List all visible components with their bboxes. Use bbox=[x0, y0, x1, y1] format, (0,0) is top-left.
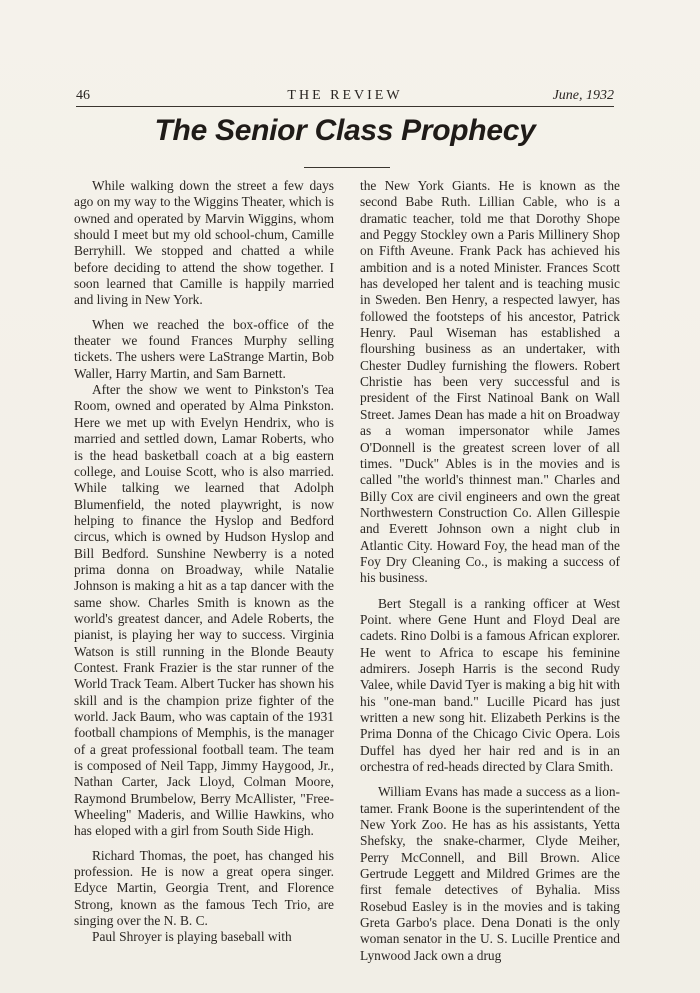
article-title: The Senior Class Prophecy bbox=[154, 114, 536, 147]
paragraph: Bert Stegall is a ranking officer at West Point. where Gene Hunt and Floyd Deal are cadets. Rino Dolbi is a famous African explorer. He went to Africa to escape his feminine admirers. Joseph Harris is the second Rudy Valee, while David Tyer is making a big hit with his "one-man band." Lucille Picard has just written a new song hit. Elizabeth Perkins is the Prima Donna of the Chicago Civic Opera. Lois Duffel has dyed her hair red and is in an orchestra of red-heads directed by Clara Smith. bbox=[360, 595, 620, 775]
publication-title: THE REVIEW bbox=[287, 88, 403, 103]
right-column bbox=[360, 178, 620, 964]
issue-date: June, 1932 bbox=[552, 88, 614, 103]
left-column bbox=[74, 178, 334, 946]
paragraph: Richard Thomas, the poet, has changed his profession. He is now a great opera singer. Edyce Martin, Georgia Trent, and Florence Strong, known as the famous Tech Trio, are singing over the N. B. C. bbox=[74, 847, 334, 929]
page-number: 46 bbox=[76, 88, 90, 103]
paragraph: the New York Giants. He is known as the second Babe Ruth. Lillian Cable, who is a dramatic teacher, told me that Dorothy Shope and Peggy Stockley own a Paris Millinery Shop on Fifth Aveune. Frank Pack has achieved his ambition and is a noted Minister. Frances Scott has developed her talent and is teaching music in Sweden. Ben Henry, a respected lawyer, has followed the footsteps of his ancestor, Patrick Henry. Paul Wiseman has established a flourshing business as an undertaker, with Chester Dudley furnishing the flowers. Robert Christie has been very successful and is president of the First Natinoal Bank on Wall Street. James Dean has made a hit on Broadway as a woman impersonator while James O'Donnell is the greatest screen lover of all times. "Duck" Ables is in the movies and is called "the world's thinnest man." Charles and Billy Cox are civil engineers and own the great Northwestern Construction Co. Allen Gillespie and Everett Johnson own a night club in Atlantic City. Howard Foy, the head man of the Foy Dry Cleaning Co., is making a success of his business. bbox=[360, 178, 620, 586]
title-rule bbox=[304, 167, 390, 168]
paragraph: Paul Shroyer is playing baseball with bbox=[92, 929, 292, 945]
paragraph: When we reached the box-office of the theater we found Frances Murphy selling tickets. The ushers were LaStrange Martin, Bob Waller, Harry Martin, and Sam Barnett. bbox=[74, 316, 334, 381]
header-rule bbox=[76, 106, 614, 107]
running-header bbox=[76, 86, 614, 108]
paragraph: While walking down the street a few days ago on my way to the Wiggins Theater, which is owned and operated by Marvin Wiggins, whom should I meet but my old school-chum, Camille Berryhill. We stopped and chatted a while before deciding to attend the show together. I soon learned that Camille is happily married and living in New York. bbox=[74, 178, 334, 308]
paragraph: William Evans has made a success as a lion-tamer. Frank Boone is the superintendent of the New York Zoo. He has as his assistants, Yetta Shefsky, the snake-charmer, Clyde Meiher, Perry McConnell, and Bill Brown. Alice Gertrude Leggett and Mildred Grimes are the first female detectives of Byhalia. Miss Rosebud Easley is in the movies and is taking Greta Garbo's place. Dena Donati is the only woman senator in the U. S. Lucille Prentice and Lynwood Jack own a drug bbox=[360, 784, 620, 963]
paragraph: After the show we went to Pinkston's Tea Room, owned and operated by Alma Pinkston. Here we met up with Evelyn Hendrix, who is married and settled down, Lamar Roberts, who is the head basketball coach at a big eastern college, and Louise Scott, who is also married. While talking we learned that Adolph Blumenfield, the noted playwright, is now helping to finance the Hyslop and Bedford circus, which is owned by Hudson Hyslop and Bill Bedford. Sunshine Newberry is a noted prima donna on Broadway, while Natalie Johnson is making a hit as a tap dancer with the same show. Charles Smith is known as the world's greatest dancer, and Adele Roberts, the pianist, is playing her way to success. Virginia Watson is still running in the Blonde Beauty Contest. Frank Frazier is the star runner of the World Track Team. Albert Tucker has shown his skill and is the champion prize fighter of the world. Jack Baum, who was captain of the 1931 football champions of Memphis, is the manager of a great professional football team. The team is composed of Neil Tapp, Jimmy Haygood, Jr., Nathan Carter, Jack Lloyd, Colman Moore, Raymond Brumbelow, Berry McAllister, "Free-Wheeling" Maderis, and Willie Hawkins, who has eloped with a girl from South Side High. bbox=[74, 382, 334, 839]
